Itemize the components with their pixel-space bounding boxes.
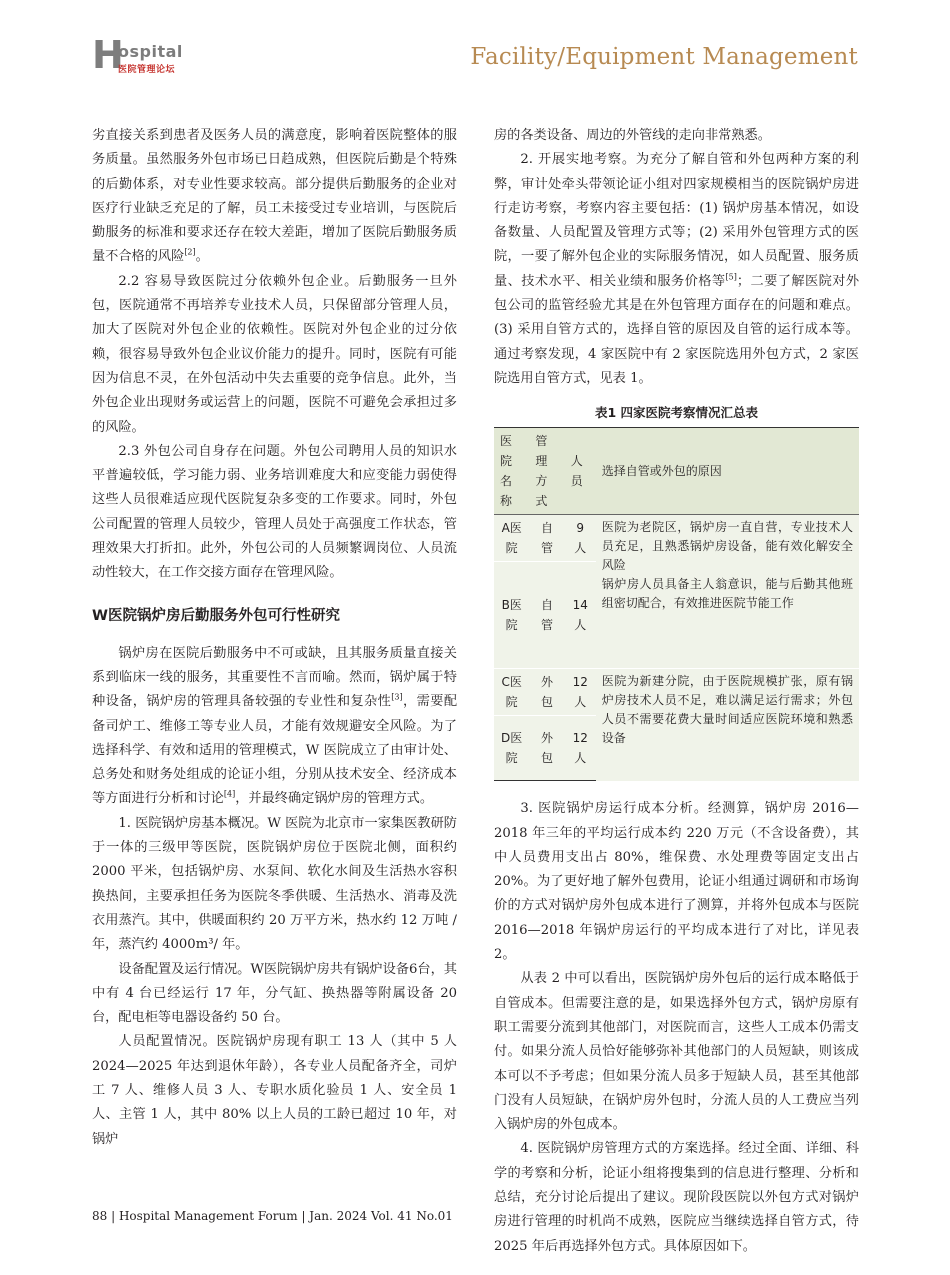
section-heading: W医院锅炉房后勤服务外包可行性研究	[92, 607, 340, 624]
reason-text: 锅炉房人员具备主人翁意识，能与后勤其他班组密切配合，有效推进医院节能工作	[601, 577, 853, 611]
table-title: 表1 四家医院考察情况汇总表	[594, 405, 759, 421]
staff-count: 12人	[565, 716, 596, 781]
paragraph: 从表 2 中可以看出，医院锅炉房外包后的运行成本略低于自管成本。但需要注意的是，如果选择外包方式，锅炉房原有职工需要分流到其他部门，对医院而言，这些人工成本仍需支付。如果分流人员恰好能够弥补其他部门的人员短缺，则该成本可以不予考虑；但如果分流人员多于短缺人员，甚至其他部门没有人员短缺，在锅炉房外包时，分流人员的人工费应当列入锅炉房的外包成本。	[494, 971, 859, 1133]
management-mode: 外包	[529, 716, 564, 781]
citation: [5]	[725, 272, 737, 282]
header-cell: 选择自管或外包的原因	[596, 428, 859, 515]
paragraph: 2.3 外包公司自身存在问题。外包公司聘用人员的知识水平普遍较低，学习能力弱、业务培训难度大和应变能力弱使得这些人员很难适应现代医院复杂多变的工作要求。同时，外包公司配置的管理人员较少，管理人员处于高强度工作状态，管理效果大打折扣。此外，外包公司的人员频繁调岗位、人员流动性较大，在工作交接方面存在管理风险。	[92, 443, 457, 581]
left-column	[92, 124, 457, 1152]
hospital-name: D医院	[494, 716, 529, 781]
citation: [2]	[184, 248, 196, 258]
reason-cell	[596, 515, 859, 669]
header-cell: 管理方式	[529, 428, 564, 515]
logo-h: H	[92, 33, 124, 77]
management-mode: 外包	[529, 669, 564, 716]
paragraph: 1. 医院锅炉房基本概况。W 医院为北京市一家集医教研防于一体的三级甲等医院，医院锅炉房位于医院北侧，面积约 2000 平米，包括锅炉房、水泵间、软化水间及生活热水容积换热间，主要承担任务为医院冬季供暖、生活热水、消毒及洗衣用蒸汽。其中，供暖面积约 20 万平方米，热水约 12 万吨 / 年，蒸汽约 4000m³/ 年。	[92, 815, 457, 953]
hospital-name: B医院	[494, 562, 529, 669]
paragraph: 2. 开展实地考察。为充分了解自管和外包两种方案的利弊，审计处牵头带领论证小组对四家规模相当的医院锅炉房进行走访考察，考察内容主要包括：(1) 锅炉房基本情况，如设备数量、人员配置及管理方式等；(2) 采用外包管理方式的医院，一要了解外包企业的实际服务情况，如人员配置、服务质量、技术水平、相关业绩和服务价格等[5]；二要了解医院对外包公司的监管经验尤其是在外包管理方面存在的问题和难点。(3) 采用自管方式的，选择自管的原因及自管的运行成本等。通过考察发现，4 家医院中有 2 家医院选用外包方式，2 家医院选用自管方式，见表 1。	[494, 152, 860, 386]
header-cell: 人员	[565, 428, 596, 515]
paragraph: 设备配置及运行情况。W医院锅炉房共有锅炉设备6台，其中有 4 台已经运行 17 年，分气缸、换热器等附属设备 20 台，配电柜等电器设备约 50 台。	[92, 961, 457, 1026]
header-cell: 医院名称	[494, 428, 529, 515]
reason-cell: 医院为新建分院，由于医院规模扩张，原有锅炉房技术人员不足，难以满足运行需求；外包人员不需要花费大量时间适应医院环境和熟悉设备	[596, 669, 859, 781]
table-header-row	[494, 428, 859, 515]
hospital-name: C医院	[494, 669, 529, 716]
logo-subtitle: 医院管理论坛	[118, 65, 176, 75]
management-mode: 自管	[529, 515, 564, 562]
staff-count: 14人	[565, 562, 596, 669]
paragraph: 劣直接关系到患者及医务人员的满意度，影响着医院整体的服务质量。虽然服务外包市场已日趋成熟，但医院后勤是个特殊的后勤体系，对专业性要求较高。部分提供后勤服务的企业对医疗行业缺乏充足的了解，员工未接受过专业培训，与医院后勤服务的标准和要求还存在较大差距，增加了医院后勤服务质量不合格的风险[2]。	[92, 128, 457, 265]
staff-count: 9人	[565, 515, 596, 562]
table-row	[494, 669, 859, 716]
right-column	[494, 124, 859, 1259]
logo-word: ospital	[118, 42, 183, 61]
hospital-name: A医院	[494, 515, 529, 562]
survey-table	[494, 427, 859, 781]
paragraph: 房的各类设备、周边的外管线的走向非常熟悉。	[494, 128, 771, 143]
journal-logo	[92, 33, 212, 80]
page-footer: 88 | Hospital Management Forum | Jan. 2024 Vol. 41 No.01	[92, 1209, 453, 1223]
citation: [3]	[391, 692, 403, 702]
management-mode: 自管	[529, 562, 564, 669]
section-title: Facility/Equipment Management	[470, 44, 858, 70]
table-row	[494, 515, 859, 562]
page-header	[0, 0, 950, 100]
reason-text: 医院为老院区，锅炉房一直自营，专业技术人员充足，且熟悉锅炉房设备，能有效化解安全风险	[601, 520, 853, 573]
paragraph: 4. 医院锅炉房管理方式的方案选择。经过全面、详细、科学的考察和分析，论证小组将搜集到的信息进行整理、分析和总结，充分讨论后提出了建议。现阶段医院以外包方式对锅炉房进行管理的时机尚不成熟，医院应当继续选择自管方式，待 2025 年后再选择外包方式。具体原因如下。	[494, 1141, 859, 1254]
paragraph: 锅炉房在医院后勤服务中不可或缺，且其服务质量直接关系到临床一线的服务，其重要性不言而喻。然而，锅炉属于特种设备，锅炉房的管理具备较强的专业性和复杂性[3]，需要配备司炉工、维修工等专业人员，才能有效规避安全风险。为了选择科学、有效和适用的管理模式，W 医院成立了由审计处、总务处和财务处组成的论证小组，分别从技术安全、经济成本等方面进行分析和讨论[4]，并最终确定锅炉房的管理方式。	[92, 645, 458, 807]
staff-count: 12人	[565, 669, 596, 716]
citation: [4]	[223, 790, 236, 800]
paragraph: 3. 医院锅炉房运行成本分析。经测算，锅炉房 2016—2018 年三年的平均运行成本约 220 万元（不含设备费），其中人员费用支出占 80%，维保费、水处理费等固定支出占 20%。为了更好地了解外包费用，论证小组通过调研和市场询价的方式对锅炉房外包成本进行了测算，并将外包成本与医院 2016—2018 年锅炉房运行的平均成本进行了对比，详见表 2。	[494, 801, 859, 963]
paragraph: 人员配置情况。医院锅炉房现有职工 13 人（其中 5 人 2024—2025 年达到退休年龄），各专业人员配备齐全，司炉工 7 人、维修人员 3 人、专职水质化验员 1 人、安全员 1 人、主管 1 人，其中 80% 以上人员的工龄已超过 10 年，对锅炉	[92, 1034, 457, 1147]
paragraph: 2.2 容易导致医院过分依赖外包企业。后勤服务一旦外包，医院通常不再培养专业技术人员，只保留部分管理人员，加大了医院对外包企业的依赖性。医院对外包企业的过分依赖，很容易导致外包企业议价能力的提升。同时，医院有可能因为信息不灵，在外包活动中失去重要的竞争信息。此外，当外包企业出现财务或运营上的问题，医院不可避免会承担过多的风险。	[92, 273, 457, 435]
